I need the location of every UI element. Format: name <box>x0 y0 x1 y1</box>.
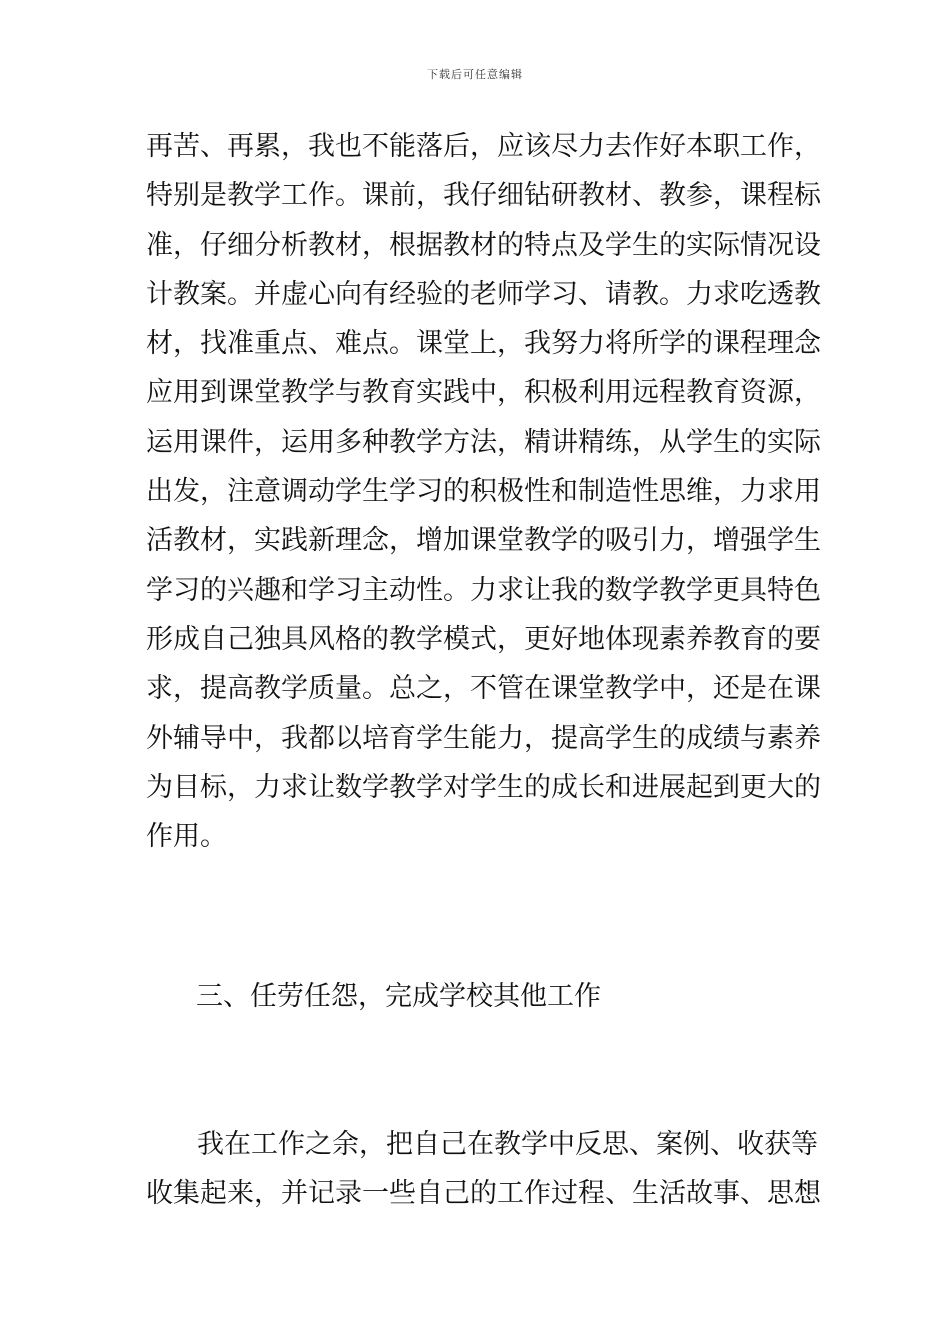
paragraph-line: 运用课件，运用多种教学方法，精讲精练，从学生的实际 <box>146 426 821 458</box>
paragraph-line: 收集起来，并记录一些自己的工作过程、生活故事、思想 <box>146 1178 821 1210</box>
paragraph-line: 再苦、再累，我也不能落后，应该尽力去作好本职工作， <box>146 131 821 162</box>
paragraph-line: 出发，注意调动学生学习的积极性和制造性思维，力求用 <box>146 476 821 508</box>
paragraph-line: 准，仔细分析教材，根据教材的特点及学生的实际情况设 <box>146 229 821 261</box>
paragraph-teaching-work <box>146 122 821 861</box>
paragraph-line: 活教材，实践新理念，增加课堂教学的吸引力，增强学生 <box>146 525 821 557</box>
paragraph-reflection <box>146 1120 821 1219</box>
paragraph-line: 我在工作之余，把自己在教学中反思、案例、收获等 <box>197 1129 818 1160</box>
section-heading: 三、任劳任怨，完成学校其他工作 <box>196 981 601 1012</box>
paragraph-line: 形成自己独具风格的教学模式，更好地体现素养教育的要 <box>146 623 821 655</box>
paragraph-line: 学习的兴趣和学习主动性。力求让我的数学教学更具特色 <box>146 574 821 606</box>
paragraph-line: 外辅导中，我都以培育学生能力，提高学生的成绩与素养 <box>146 722 821 754</box>
paragraph-line: 应用到课堂教学与教育实践中，积极利用远程教育资源， <box>146 377 821 409</box>
paragraph-line: 求，提高教学质量。总之，不管在课堂教学中，还是在课 <box>146 673 821 705</box>
paragraph-line: 为目标，力求让数学教学对学生的成长和进展起到更大的 <box>146 771 821 803</box>
header-note: 下载后可任意编辑 <box>427 68 523 81</box>
paragraph-line: 作用。 <box>146 821 227 853</box>
paragraph-line: 材，找准重点、难点。课堂上，我努力将所学的课程理念 <box>146 328 821 360</box>
paragraph-line: 特别是教学工作。课前，我仔细钻研教材、教参，课程标 <box>146 180 821 212</box>
paragraph-line: 计教案。并虚心向有经验的老师学习、请教。力求吃透教 <box>146 278 821 310</box>
